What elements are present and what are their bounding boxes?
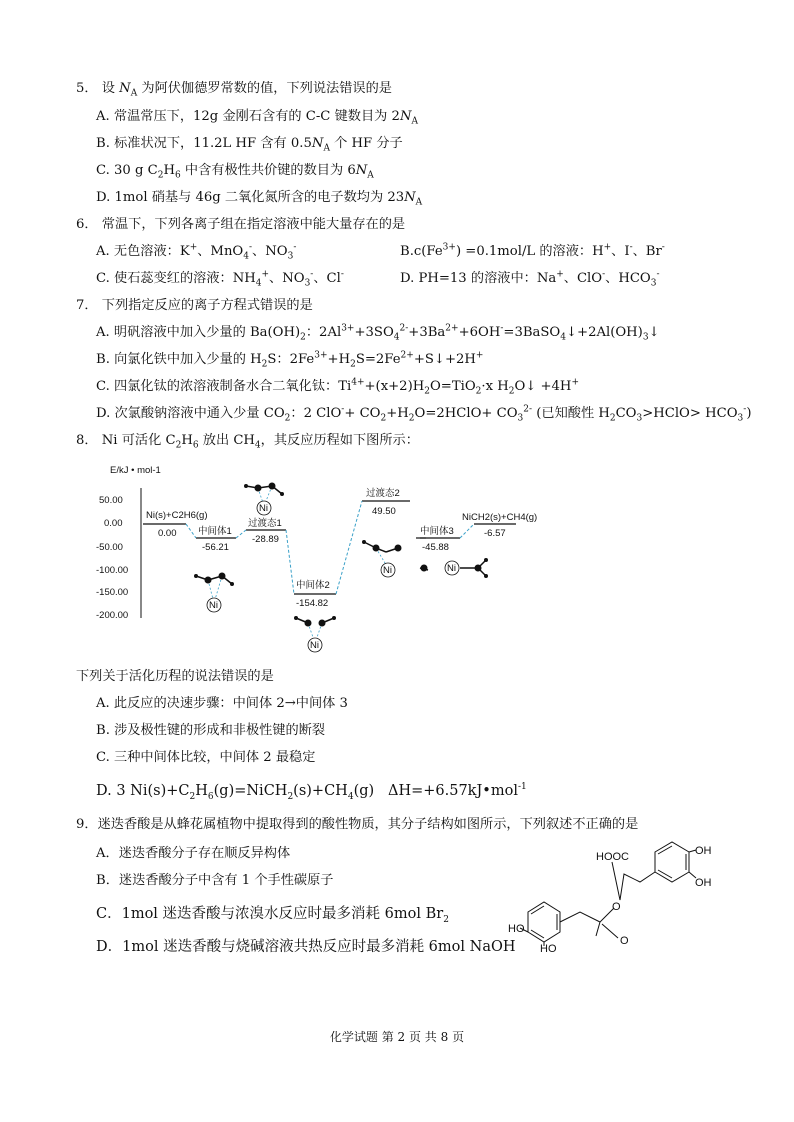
q5-option-c[interactable]: C. 30 g $C_2H_6$ 中含有极性共价键的数目为 $6N_A$ (96, 163, 374, 181)
y-tick-label: -50.00 (96, 542, 123, 553)
q5-option-d[interactable]: D. 1mol 硝基与 46g 二氧化氮所含的电子数均为 $23N_A$ (96, 190, 423, 208)
state-value: -6.57 (484, 528, 506, 539)
ni-label: Ni (209, 600, 218, 611)
q9-option-b[interactable]: B．迷迭香酸分子中含有 1 个手性碳原子 (96, 873, 334, 888)
q6-stem: 6． 常温下，下列各离子组在指定溶液中能大量存在的是 (76, 217, 406, 232)
q6-option-b[interactable]: $B.c(Fe^{3+}) =0.1mol/L$ 的溶液：H+、I-、Br- (400, 242, 665, 259)
cooh-label: HOOC (596, 851, 629, 863)
state-label: 过渡态1 (248, 518, 282, 529)
molecule-transition-2 (362, 540, 402, 577)
oh-label: OH (695, 845, 712, 857)
benzene-ring-left (528, 902, 560, 942)
state-label: NiCH2(s)+CH4(g) (462, 512, 538, 523)
q5-option-a[interactable]: A. 常温常压下，12g 金刚石含有的 C-C 键数目为 $2N_A$ (96, 109, 418, 127)
q9-option-d[interactable]: D．1mol 迷迭香酸与烧碱溶液共热反应时最多消耗 6mol NaOH (96, 939, 516, 955)
y-tick-label: 50.00 (99, 495, 123, 506)
y-axis-label: E/kJ • mol-1 (110, 465, 161, 476)
ni-label: Ni (447, 563, 456, 574)
oh-label: HO (540, 943, 557, 955)
benzene-ring-right (655, 842, 689, 882)
rosmarinic-acid-structure (500, 838, 740, 968)
ni-label: Ni (383, 565, 392, 576)
y-tick-label: -200.00 (96, 610, 129, 621)
carbonyl-oxygen: O (620, 935, 629, 947)
molecule-intermediate-2 (294, 616, 336, 652)
q7-option-b[interactable]: B. 向氯化铁中加入少量的 $H_2S$：$2Fe^{3+}+H_2S=2Fe^{2+}+S↓+2H^+$ (96, 350, 484, 370)
energy-profile-diagram (96, 458, 426, 658)
q8-stem: 8． Ni 可活化 $C_2H_6$ 放出 $CH_4$，其反应历程如下图所示： (76, 433, 419, 451)
ester-oxygen: O (612, 901, 621, 913)
q8-lead: 下列关于活化历程的说法错误的是 (76, 669, 274, 684)
q9-option-c[interactable]: C．1mol 迷迭香酸与浓溴水反应时最多消耗 6mol $Br_2$ (96, 906, 449, 925)
carbonyl-bond (602, 924, 618, 938)
state-value: -56.21 (202, 542, 229, 553)
state-label: 过渡态2 (366, 488, 400, 499)
molecule-intermediate-3 (420, 558, 488, 578)
state-label: Ni(s)+C2H6(g) (146, 510, 208, 521)
ring-double-bonds (658, 846, 686, 878)
q6-option-d[interactable]: D. PH=13 的溶液中：Na+、ClO-、$HCO_3^-$ (400, 269, 660, 289)
q6-option-c[interactable]: C. 使石蕊变红的溶液：$NH_4^+$、$NO_3^-$、Cl- (96, 269, 344, 289)
molecule-intermediate-1 (194, 573, 234, 613)
q5-option-b[interactable]: B. 标准状况下，11.2L HF 含有 $0.5N_A$ 个 HF 分子 (96, 136, 403, 154)
state-label: 中间体1 (198, 526, 232, 537)
side-chain (612, 862, 655, 900)
q9-option-a[interactable]: A．迷迭香酸分子存在顺反异构体 (96, 846, 291, 861)
state-value: -154.82 (296, 598, 329, 609)
molecule-transition-1 (244, 483, 284, 516)
q7-option-c[interactable]: C. 四氯化钛的浓溶液制备水合二氧化钛：$Ti^{4+}+(x+2)H_2O=TiO_2\cdot x$ $H_2O↓ +4H^+$ (96, 377, 579, 397)
page-footer: 化学试题 第 2 页 共 8 页 (329, 1030, 465, 1044)
q7-stem: 7． 下列指定反应的离子方程式错误的是 (76, 298, 313, 313)
state-value: 49.50 (372, 506, 396, 517)
state-label: 中间体2 (296, 580, 330, 591)
ni-label: Ni (310, 640, 319, 651)
ring-double-bonds (531, 906, 557, 938)
q5-stem: 5． 设 $N_A$ 为阿伏伽德罗常数的值，下列说法错误的是 (76, 81, 392, 99)
q8-option-a[interactable]: A. 此反应的决速步骤：中间体 2→中间体 3 (96, 696, 348, 711)
oh-label: OH (695, 877, 712, 889)
q8-option-c[interactable]: C. 三种中间体比较，中间体 2 最稳定 (96, 750, 316, 765)
ni-label: Ni (259, 503, 268, 514)
q9-stem: 9．迷迭香酸是从蜂花属植物中提取得到的酸性物质，其分子结构如图所示，下列叙述不正确的是 (76, 817, 639, 832)
oh-label: HO (508, 923, 525, 935)
q8-option-d[interactable]: D. 3 $Ni(s)+C_2H_6(g)=NiCH_2(s)+CH_4(g)$ ΔH=+6.57kJ•mol$^{-1}$ (96, 782, 527, 802)
energy-profile-diagram-right (420, 458, 538, 588)
pathway-connector (460, 524, 474, 538)
y-tick-label: -100.00 (96, 565, 129, 576)
state-value: -28.89 (252, 534, 279, 545)
state-value: -45.88 (422, 542, 449, 553)
q6-option-a[interactable]: A. 无色溶液：K+、MnO$_4$-、$NO_3^-$ (96, 242, 297, 262)
y-tick-label: 0.00 (104, 518, 123, 529)
q7-option-d[interactable]: D. 次氯酸钠溶液中通入少量 $CO_2$：2 $ClO^-+ CO_2+H_2O=2HClO+ CO_3^{2-}$ (已知酸性 $H_2CO_3>HClO> HCO_3^-$) (96, 404, 752, 424)
y-tick-label: -150.00 (96, 587, 129, 598)
q8-option-b[interactable]: B. 涉及极性键的形成和非极性键的断裂 (96, 723, 326, 738)
state-value: 0.00 (158, 528, 177, 539)
q7-option-a[interactable]: A. 明矾溶液中加入少量的 $Ba(OH)_2$：$2Al^{3+}+3SO_4^{2-}+3Ba^{2+}+6OH^-=3BaSO_4↓+2Al(OH)_3↓$ (96, 323, 660, 343)
y-ticks (96, 495, 128, 621)
state-label: 中间体3 (420, 526, 454, 537)
ester-chain (560, 908, 614, 936)
